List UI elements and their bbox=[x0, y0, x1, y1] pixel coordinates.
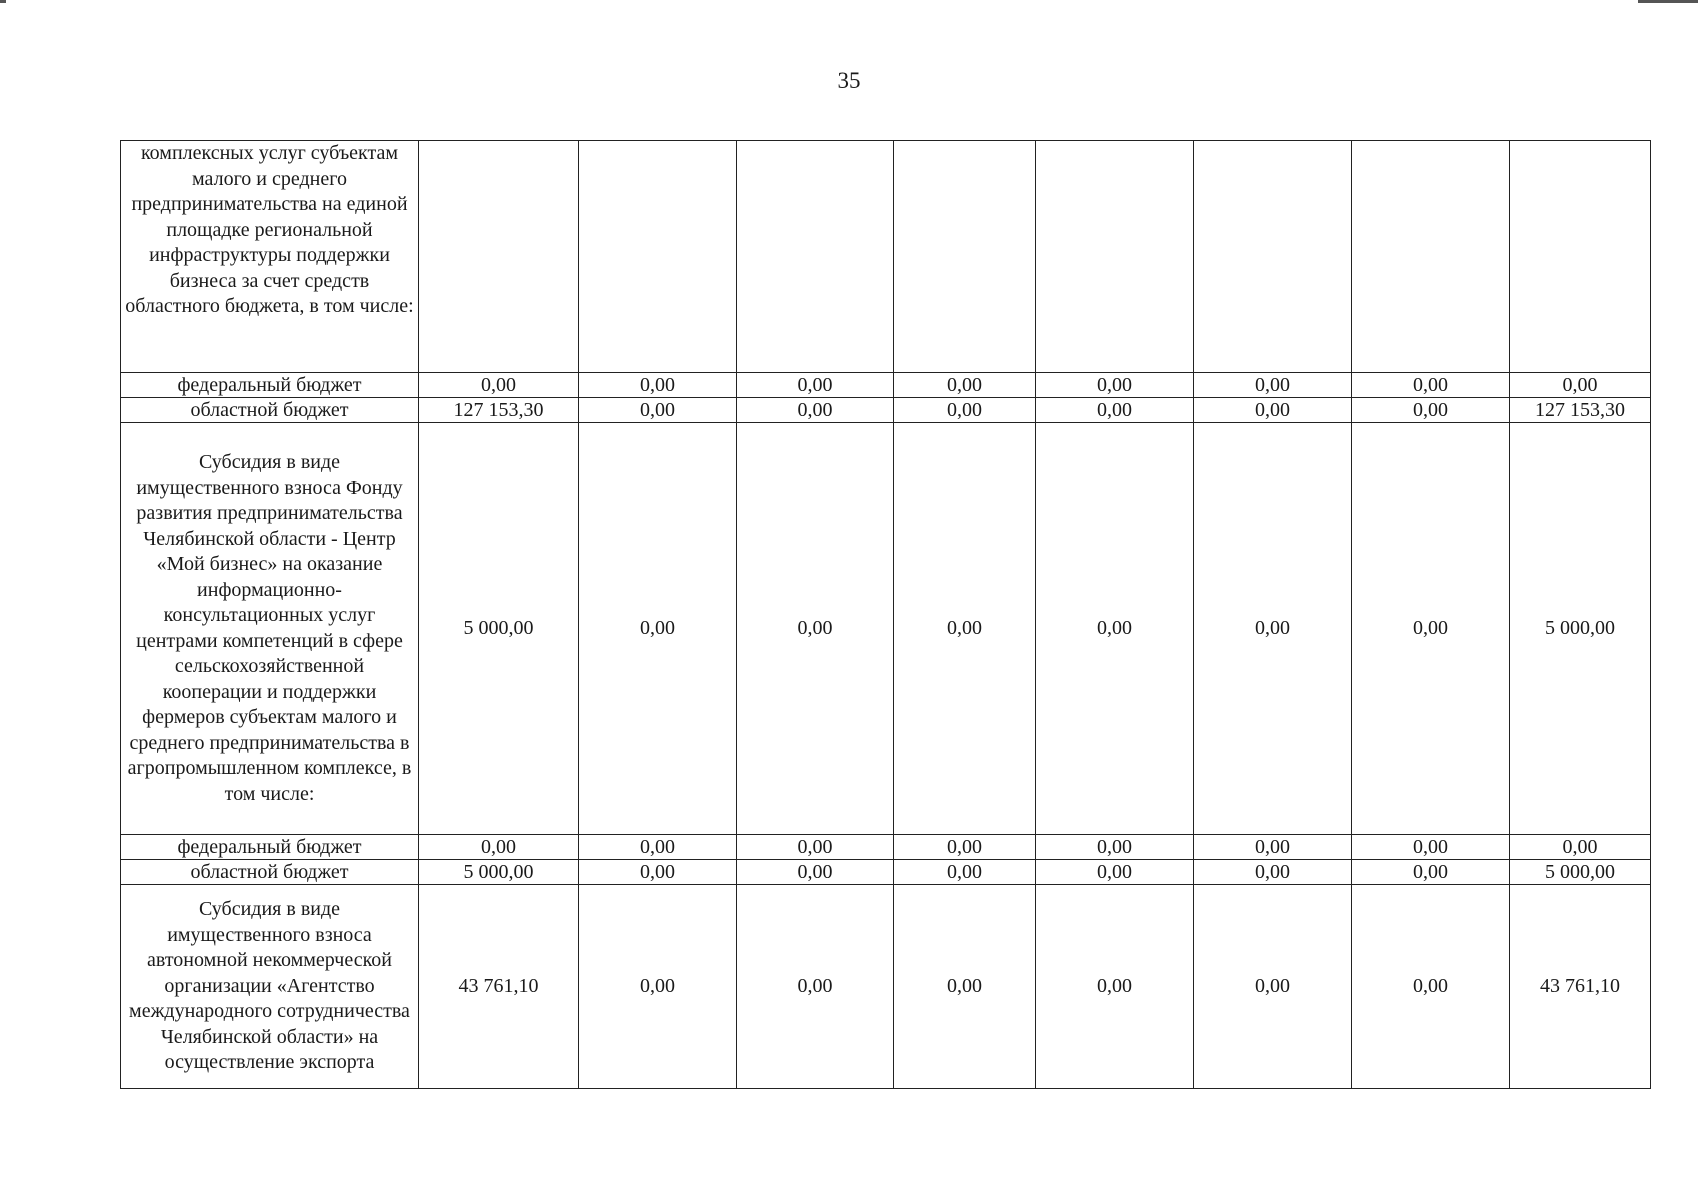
cell-value: 0,00 bbox=[1510, 373, 1651, 398]
table-row bbox=[121, 398, 1651, 423]
row-label: комплексных услуг субъектам малого и среднего предпринимательства на единой площадке региональной инфраструктуры поддержки бизнеса за счет средств областного бюджета, в том числе: bbox=[121, 141, 419, 373]
cell-value bbox=[1510, 141, 1651, 373]
scan-edge-mark-left bbox=[0, 0, 6, 3]
cell-value: 0,00 bbox=[1036, 423, 1194, 835]
cell-value: 0,00 bbox=[1352, 423, 1510, 835]
cell-value bbox=[737, 141, 894, 373]
cell-value bbox=[1352, 141, 1510, 373]
cell-value: 0,00 bbox=[1194, 885, 1352, 1089]
cell-value: 0,00 bbox=[894, 373, 1036, 398]
cell-value: 0,00 bbox=[1036, 398, 1194, 423]
cell-value: 127 153,30 bbox=[419, 398, 579, 423]
cell-value: 0,00 bbox=[894, 835, 1036, 860]
cell-value: 0,00 bbox=[1036, 835, 1194, 860]
budget-table bbox=[120, 140, 1651, 1089]
row-label: областной бюджет bbox=[121, 860, 419, 885]
table-row bbox=[121, 141, 1651, 373]
cell-value: 0,00 bbox=[894, 398, 1036, 423]
cell-value: 0,00 bbox=[737, 423, 894, 835]
cell-value: 0,00 bbox=[737, 860, 894, 885]
cell-value: 43 761,10 bbox=[419, 885, 579, 1089]
cell-value: 0,00 bbox=[1352, 373, 1510, 398]
cell-value: 0,00 bbox=[737, 835, 894, 860]
cell-value: 0,00 bbox=[1194, 398, 1352, 423]
cell-value: 5 000,00 bbox=[1510, 423, 1651, 835]
cell-value: 0,00 bbox=[1352, 835, 1510, 860]
table-row bbox=[121, 860, 1651, 885]
table-row bbox=[121, 885, 1651, 1089]
cell-value: 0,00 bbox=[1352, 860, 1510, 885]
cell-value: 5 000,00 bbox=[419, 860, 579, 885]
cell-value: 0,00 bbox=[1194, 860, 1352, 885]
cell-value: 0,00 bbox=[894, 885, 1036, 1089]
cell-value: 0,00 bbox=[894, 860, 1036, 885]
cell-value: 0,00 bbox=[1352, 885, 1510, 1089]
table-row bbox=[121, 835, 1651, 860]
cell-value: 0,00 bbox=[1036, 885, 1194, 1089]
cell-value: 0,00 bbox=[1194, 423, 1352, 835]
page-number: 35 bbox=[837, 68, 861, 93]
cell-value: 0,00 bbox=[579, 423, 737, 835]
cell-value: 0,00 bbox=[737, 398, 894, 423]
cell-value: 0,00 bbox=[1036, 373, 1194, 398]
cell-value: 0,00 bbox=[579, 398, 737, 423]
row-label: федеральный бюджет bbox=[121, 835, 419, 860]
table-row bbox=[121, 373, 1651, 398]
cell-value: 0,00 bbox=[579, 373, 737, 398]
cell-value: 0,00 bbox=[1036, 860, 1194, 885]
cell-value: 127 153,30 bbox=[1510, 398, 1651, 423]
row-label: Субсидия в виде имущественного взноса Фонду развития предпринимательства Челябинской области - Центр «Мой бизнес» на оказание информационно-консультационных услуг центрами компетенций в сфере сельскохозяйственной кооперации и поддержки фермеров субъектам малого и среднего предпринимательства в агропромышленном комплексе, в том числе: bbox=[121, 423, 419, 835]
cell-value bbox=[579, 141, 737, 373]
row-label: Субсидия в виде имущественного взноса автономной некоммерческой организации «Агентство международного сотрудничества Челябинской области» на осуществление экспорта bbox=[121, 885, 419, 1089]
cell-value: 5 000,00 bbox=[419, 423, 579, 835]
cell-value bbox=[1036, 141, 1194, 373]
cell-value: 0,00 bbox=[1194, 835, 1352, 860]
cell-value bbox=[419, 141, 579, 373]
row-label: областной бюджет bbox=[121, 398, 419, 423]
cell-value: 0,00 bbox=[894, 423, 1036, 835]
cell-value: 0,00 bbox=[419, 373, 579, 398]
cell-value: 0,00 bbox=[1194, 373, 1352, 398]
cell-value: 0,00 bbox=[1510, 835, 1651, 860]
scan-edge-mark-right bbox=[1638, 0, 1698, 3]
cell-value: 5 000,00 bbox=[1510, 860, 1651, 885]
cell-value: 0,00 bbox=[737, 885, 894, 1089]
cell-value: 0,00 bbox=[419, 835, 579, 860]
row-label: федеральный бюджет bbox=[121, 373, 419, 398]
cell-value bbox=[894, 141, 1036, 373]
cell-value: 0,00 bbox=[1352, 398, 1510, 423]
cell-value: 0,00 bbox=[737, 373, 894, 398]
cell-value: 0,00 bbox=[579, 860, 737, 885]
cell-value: 0,00 bbox=[579, 885, 737, 1089]
cell-value bbox=[1194, 141, 1352, 373]
cell-value: 43 761,10 bbox=[1510, 885, 1651, 1089]
table-row bbox=[121, 423, 1651, 835]
cell-value: 0,00 bbox=[579, 835, 737, 860]
